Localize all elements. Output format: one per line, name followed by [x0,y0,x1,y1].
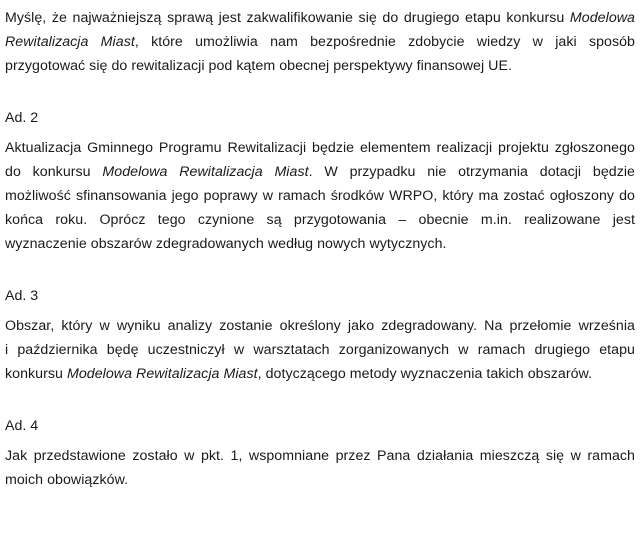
intro-paragraph [5,6,635,78]
ad4-line-1: Jak przedstawione zostało w pkt. 1, wspomniane przez Pana działania mieszczą się w ramach [5,448,635,464]
ad3-line-1: Obszar, który w wyniku analizy zostanie określony jako zdegradowany. Na przełomie września [5,318,635,334]
ad4-line-2: moich obowiązków. [5,472,129,488]
ad2-line-2-italic: Modelowa Rewitalizacja Miast [102,164,309,180]
intro-line-2-italic: Rewitalizacja Miast [5,34,135,50]
spacer [5,386,635,414]
intro-line-1-text: Myślę, że najważniejszą sprawą jest zakwalifikowanie się do drugiego etapu konkursu [5,10,570,26]
intro-line-1-italic: Modelowa [569,10,635,26]
ad3-heading: Ad. 3 [5,288,39,304]
ad2-heading: Ad. 2 [5,110,39,126]
ad2-line-2-text-b: . W przypadku nie otrzymania dotacji będzie [308,164,635,180]
ad3-line-3-italic: Modelowa Rewitalizacja Miast [66,366,258,382]
spacer [5,256,635,284]
ad3-section [5,284,635,386]
intro-line-1 [5,6,635,30]
ad2-line-1: Aktualizacja Gminnego Programu Rewitalizacji będzie elementem realizacji projektu zgłoszonego [5,140,635,156]
intro-line-2 [5,30,635,54]
ad2-line-4: końca roku. Oprócz tego czynione są przygotowania – obecnie m.in. realizowane jest [5,212,635,228]
ad2-section [5,106,635,256]
ad2-line-2 [5,160,635,184]
ad3-line-3 [5,362,635,386]
spacer [5,78,635,106]
ad3-line-3-text-b: , dotyczącego metody wyznaczenia takich obszarów. [257,366,593,382]
document-body [5,6,635,492]
intro-line-3: przygotować się do rewitalizacji pod kątem obecnej perspektywy finansowej UE. [5,58,512,74]
ad3-line-2: i października będę uczestniczył w warsztatach zorganizowanych w ramach drugiego etapu [5,342,635,358]
ad2-line-2-text-a: do konkursu [5,164,103,180]
ad2-line-5: wyznaczenie obszarów zdegradowanych według nowych wytycznych. [5,236,447,252]
ad3-line-3-text-a: konkursu [5,366,67,382]
intro-line-2-text: , które umożliwia nam bezpośrednie zdobycie wiedzy w jaki sposób [134,34,635,50]
ad4-section [5,414,635,492]
ad4-heading: Ad. 4 [5,418,39,434]
ad2-line-3: możliwość sfinansowania jego poprawy w ramach środków WRPO, który ma zostać ogłoszony do [5,188,635,204]
